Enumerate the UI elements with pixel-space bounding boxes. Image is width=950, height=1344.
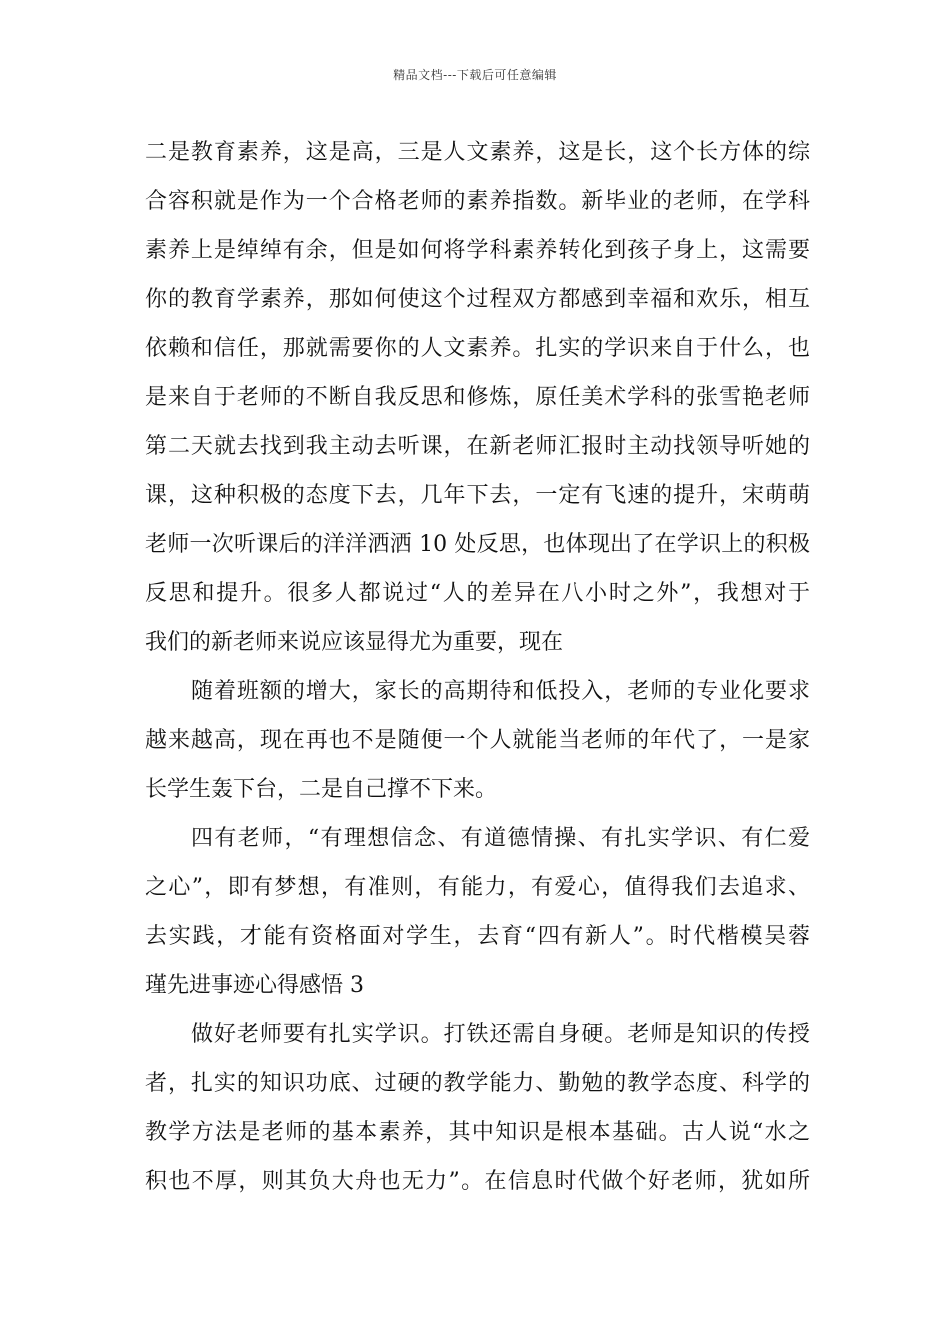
text-line: 课，这种积极的态度下去，几年下去，一定有飞速的提升，宋萌萌 xyxy=(145,483,810,508)
text-line: 合容积就是作为一个合格老师的素养指数。新毕业的老师，在学科 xyxy=(145,189,810,214)
text-line: 瑾先进事迹心得感悟 3 xyxy=(145,973,364,998)
text-line: 积也不厚，则其负大舟也无力”。在信息时代做个好老师，犹如所 xyxy=(145,1169,810,1194)
page-header: 精品文档---下载后可任意编辑 xyxy=(393,68,557,82)
text-line: 你的教育学素养，那如何使这个过程双方都感到幸福和欢乐，相互 xyxy=(145,287,810,312)
text-line: 教学方法是老师的基本素养，其中知识是根本基础。古人说“水之 xyxy=(145,1120,810,1145)
text-line: 我们的新老师来说应该显得尤为重要，现在 xyxy=(145,630,564,655)
text-line: 之心”，即有梦想，有准则，有能力，有爱心，值得我们去追求、 xyxy=(145,875,810,900)
text-line: 随着班额的增大，家长的高期待和低投入，老师的专业化要求 xyxy=(191,679,810,704)
text-line: 二是教育素养，这是高，三是人文素养，这是长，这个长方体的综 xyxy=(145,140,810,165)
text-line: 做好老师要有扎实学识。打铁还需自身硬。老师是知识的传授 xyxy=(191,1022,810,1047)
text-line: 素养上是绰绰有余，但是如何将学科素养转化到孩子身上，这需要 xyxy=(145,238,810,263)
document-body xyxy=(145,128,810,1206)
text-line: 去实践，才能有资格面对学生，去育“四有新人”。时代楷模吴蓉 xyxy=(145,924,810,949)
text-line: 越来越高，现在再也不是随便一个人就能当老师的年代了，一是家 xyxy=(145,728,810,753)
text-line: 长学生轰下台，二是自己撑不下来。 xyxy=(145,777,498,802)
text-line: 依赖和信任，那就需要你的人文素养。扎实的学识来自于什么，也 xyxy=(145,336,810,361)
text-line: 四有老师，“有理想信念、有道德情操、有扎实学识、有仁爱 xyxy=(191,826,810,851)
text-line: 老师一次听课后的洋洋洒洒 10 处反思，也体现出了在学识上的积极 xyxy=(145,532,810,557)
text-line: 反思和提升。很多人都说过“人的差异在八小时之外”，我想对于 xyxy=(145,581,810,606)
text-line: 第二天就去找到我主动去听课，在新老师汇报时主动找领导听她的 xyxy=(145,434,810,459)
text-line: 是来自于老师的不断自我反思和修炼，原任美术学科的张雪艳老师 xyxy=(145,385,810,410)
text-line: 者，扎实的知识功底、过硬的教学能力、勤勉的教学态度、科学的 xyxy=(145,1071,810,1096)
